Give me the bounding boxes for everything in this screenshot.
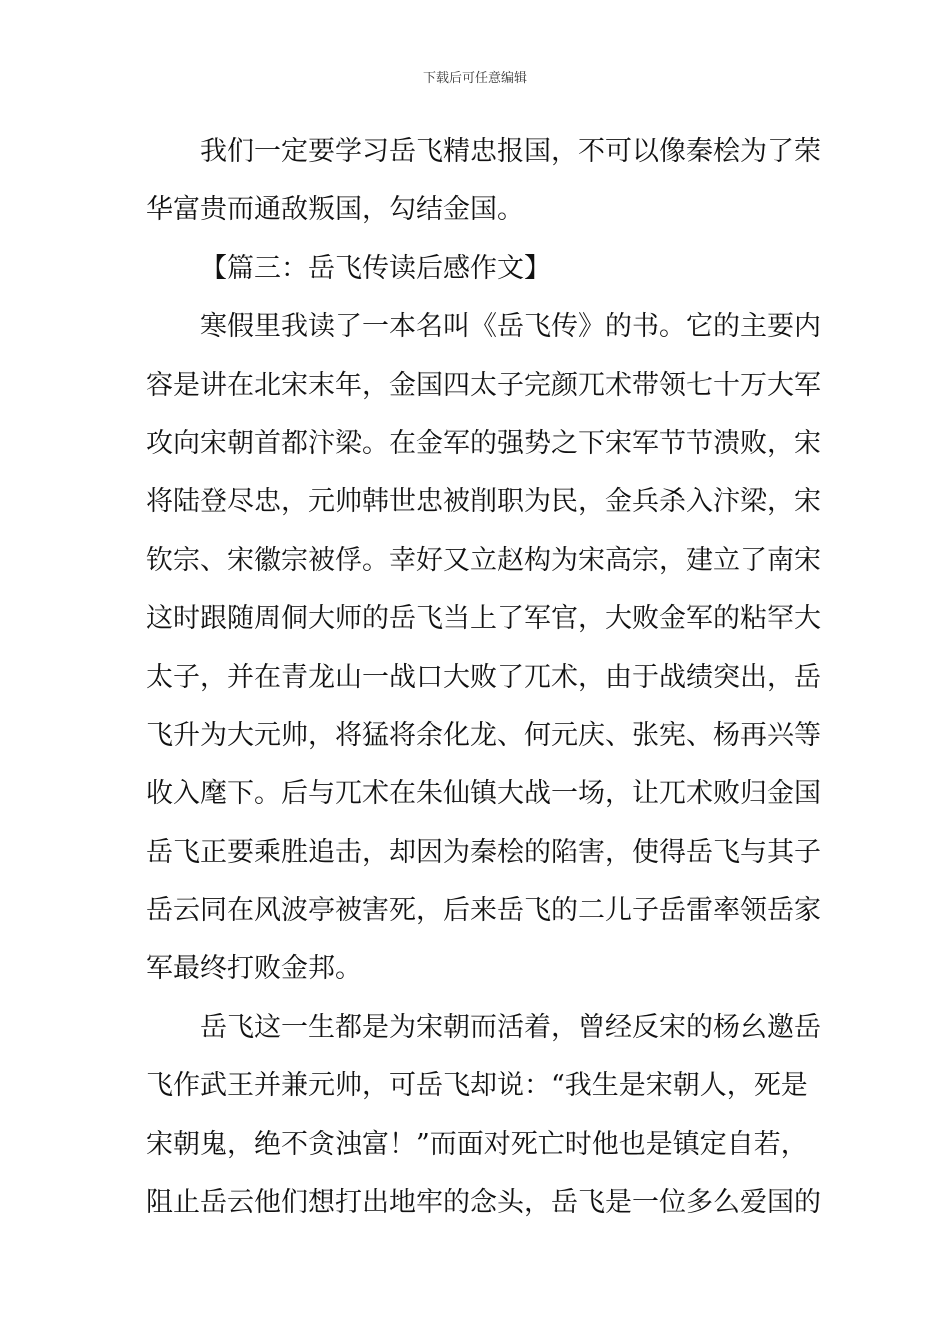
paragraph-line: 容是讲在北宋末年，金国四太子完颜兀术带领七十万大军 bbox=[146, 369, 821, 401]
paragraph-line: 钦宗、宋徽宗被俘。幸好又立赵构为宋高宗，建立了南宋 bbox=[146, 544, 821, 576]
paragraph-line: 这时跟随周侗大师的岳飞当上了军官，大败金军的粘罕大 bbox=[146, 603, 821, 635]
paragraph-line: 寒假里我读了一本名叫《岳飞传》的书。它的主要内 bbox=[200, 311, 821, 343]
paragraph-line: 岳云同在风波亭被害死，后来岳飞的二儿子岳雷率领岳家 bbox=[146, 895, 821, 927]
paragraph-line: 飞作武王并兼元帅，可岳飞却说：“我生是宋朝人，死是 bbox=[146, 1070, 808, 1102]
paragraph-line: 华富贵而通敌叛国，勾结金国。 bbox=[146, 194, 524, 226]
paragraph-line: 军最终打败金邦。 bbox=[146, 953, 362, 985]
paragraph-line: 太子，并在青龙山一战口大败了兀术，由于战绩突出，岳 bbox=[146, 661, 821, 693]
paragraph-line: 宋朝鬼，绝不贪浊富！”而面对死亡时他也是镇定自若， bbox=[146, 1128, 808, 1160]
paragraph-line: 将陆登尽忠，元帅韩世忠被削职为民，金兵杀入汴梁，宋 bbox=[146, 486, 821, 518]
document-body bbox=[146, 130, 821, 1239]
section-heading: 【篇三：岳飞传读后感作文】 bbox=[200, 252, 551, 284]
paragraph-line: 攻向宋朝首都汴梁。在金军的强势之下宋军节节溃败，宋 bbox=[146, 427, 821, 459]
paragraph-line: 岳飞正要乘胜追击，却因为秦桧的陷害，使得岳飞与其子 bbox=[146, 836, 821, 868]
page-header: 下载后可任意编辑 bbox=[422, 71, 527, 86]
paragraph-line: 飞升为大元帅，将猛将余化龙、何元庆、张宪、杨再兴等 bbox=[146, 719, 821, 751]
paragraph-line: 阻止岳云他们想打出地牢的念头，岳飞是一位多么爱国的 bbox=[146, 1187, 821, 1219]
paragraph-line: 岳飞这一生都是为宋朝而活着，曾经反宋的杨幺邀岳 bbox=[200, 1011, 821, 1043]
paragraph-line: 收入麾下。后与兀术在朱仙镇大战一场，让兀术败归金国 bbox=[146, 778, 821, 810]
paragraph-line: 我们一定要学习岳飞精忠报国，不可以像秦桧为了荣 bbox=[200, 136, 821, 167]
